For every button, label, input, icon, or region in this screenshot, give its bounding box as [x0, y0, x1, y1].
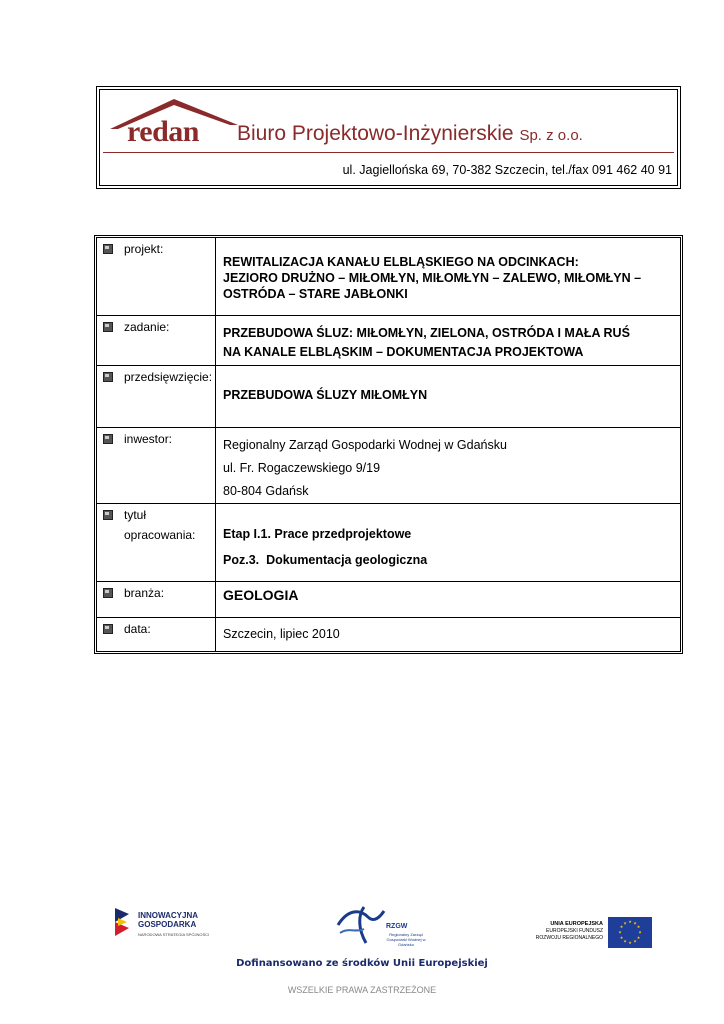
row-branza	[97, 582, 681, 618]
eu-line-3: ROZWOJU REGIONALNEGO	[535, 935, 603, 941]
rzgw-sub: Regionalny Zarząd Gospodarki Wodnej w Gdańsku	[386, 932, 426, 947]
svg-text:★: ★	[619, 924, 624, 929]
label-cell	[97, 618, 216, 652]
ig-line-1: INNOWACYJNA	[138, 911, 199, 920]
square-bullet-icon	[103, 510, 113, 520]
eu-line-2: EUROPEJSKI FUNDUSZ	[546, 928, 603, 934]
label-branza: branża:	[124, 586, 165, 600]
label-inwestor: inwestor:	[124, 432, 173, 446]
projekt-line-1: REWITALIZACJA KANAŁU ELBLĄSKIEGO NA ODCINKACH:	[223, 255, 579, 269]
inwestor-line-1: Regionalny Zarząd Gospodarki Wodnej w Gdańsku	[223, 438, 507, 452]
rights-note: WSZELKIE PRAWA ZASTRZEŻONE	[287, 985, 437, 995]
inwestor-line-3: 80-804 Gdańsk	[223, 484, 309, 498]
svg-text:★: ★	[638, 929, 642, 935]
firm-name	[237, 123, 583, 144]
row-zadanie	[97, 316, 681, 366]
firm-name-main: Biuro Projektowo-Inżynierskie	[237, 122, 514, 145]
square-bullet-icon	[103, 624, 113, 634]
inwestor-line-2: ul. Fr. Rogaczewskiego 9/19	[223, 461, 381, 475]
label-cell	[97, 582, 216, 618]
label-zadanie: zadanie:	[124, 320, 170, 334]
header-rule	[103, 152, 674, 153]
row-tytul	[97, 504, 681, 582]
firm-suffix: Sp. z o.o.	[519, 127, 583, 144]
svg-text:★: ★	[623, 920, 627, 926]
svg-text:★: ★	[618, 929, 622, 935]
label-cell	[97, 238, 216, 316]
rzgw-text: RZGW	[386, 923, 408, 930]
label-tytul	[124, 507, 222, 543]
square-bullet-icon	[103, 244, 113, 254]
svg-text:★: ★	[628, 919, 632, 924]
eu-flag-icon	[608, 917, 652, 948]
value-tytul	[216, 504, 681, 582]
value-branza	[216, 582, 681, 618]
projekt-line-3: OSTRÓDA – STARE JABŁONKI	[223, 287, 408, 301]
ig-text	[138, 911, 198, 929]
cofinance-note: Dofinansowano ze środków Unii Europejskiej	[236, 958, 488, 969]
square-bullet-icon	[103, 434, 113, 444]
label-cell	[97, 504, 216, 582]
label-przedsiewziecie: przedsięwzięcie:	[124, 370, 213, 384]
value-projekt	[216, 238, 681, 316]
svg-text:★: ★	[633, 938, 637, 944]
ig-line-2: GOSPODARKA	[138, 920, 197, 929]
label-data: data:	[124, 622, 151, 636]
value-zadanie	[216, 316, 681, 366]
square-bullet-icon	[103, 322, 113, 332]
value-przedsiewziecie	[216, 366, 681, 428]
label-cell	[97, 366, 216, 428]
svg-text:★: ★	[636, 935, 641, 940]
zadanie-line-1: PRZEBUDOWA ŚLUZ: MIŁOMŁYN, ZIELONA, OSTRÓDA I MAŁA RUŚ	[223, 326, 630, 340]
rzgw-logo	[334, 903, 426, 949]
branza-value: GEOLOGIA	[223, 587, 299, 603]
tytul-line-1: Etap I.1. Prace przedprojektowe	[223, 527, 412, 541]
ig-sub: NARODOWA STRATEGIA SPÓJNOŚCI	[138, 932, 210, 937]
label-projekt: projekt:	[124, 242, 164, 256]
firm-address: ul. Jagiellońska 69, 70-382 Szczecin, tel./fax 091 462 40 91	[342, 163, 672, 177]
row-data	[97, 618, 681, 652]
value-data	[216, 618, 681, 652]
eu-line-1: UNIA EUROPEJSKA	[550, 921, 603, 927]
svg-text:★: ★	[636, 924, 641, 929]
zadanie-line-2: NA KANALE ELBLĄSKIM – DOKUMENTACJA PROJEKTOWA	[223, 345, 584, 359]
przedsiewziecie-value: PRZEBUDOWA ŚLUZY MIŁOMŁYN	[223, 388, 428, 402]
row-przedsiewziecie	[97, 366, 681, 428]
row-projekt	[97, 238, 681, 316]
svg-text:★: ★	[623, 938, 627, 944]
project-info-table	[96, 237, 681, 652]
header-box	[96, 86, 681, 189]
value-inwestor	[216, 428, 681, 504]
eu-text	[520, 921, 603, 942]
projekt-line-2: JEZIORO DRUŻNO – MIŁOMŁYN, MIŁOMŁYN – ZALEWO, MIŁOMŁYN –	[223, 271, 642, 285]
svg-text:★: ★	[628, 940, 632, 945]
eu-logo	[520, 917, 654, 949]
innowacyjna-gospodarka-logo	[113, 906, 233, 942]
tytul-line-2: Poz.3. Dokumentacja geologiczna	[223, 553, 428, 567]
svg-text:★: ★	[619, 935, 624, 940]
label-cell	[97, 428, 216, 504]
row-inwestor	[97, 428, 681, 504]
svg-text:★: ★	[633, 920, 637, 926]
square-bullet-icon	[103, 372, 113, 382]
square-bullet-icon	[103, 588, 113, 598]
logo-word: redan	[127, 115, 199, 148]
data-value: Szczecin, lipiec 2010	[223, 627, 340, 641]
label-tytul-2: opracowania:	[124, 528, 196, 542]
rzgw-wave-icon	[334, 903, 394, 949]
ig-flag-icon	[113, 908, 131, 938]
label-tytul-1: tytuł	[124, 508, 147, 522]
label-cell	[97, 316, 216, 366]
